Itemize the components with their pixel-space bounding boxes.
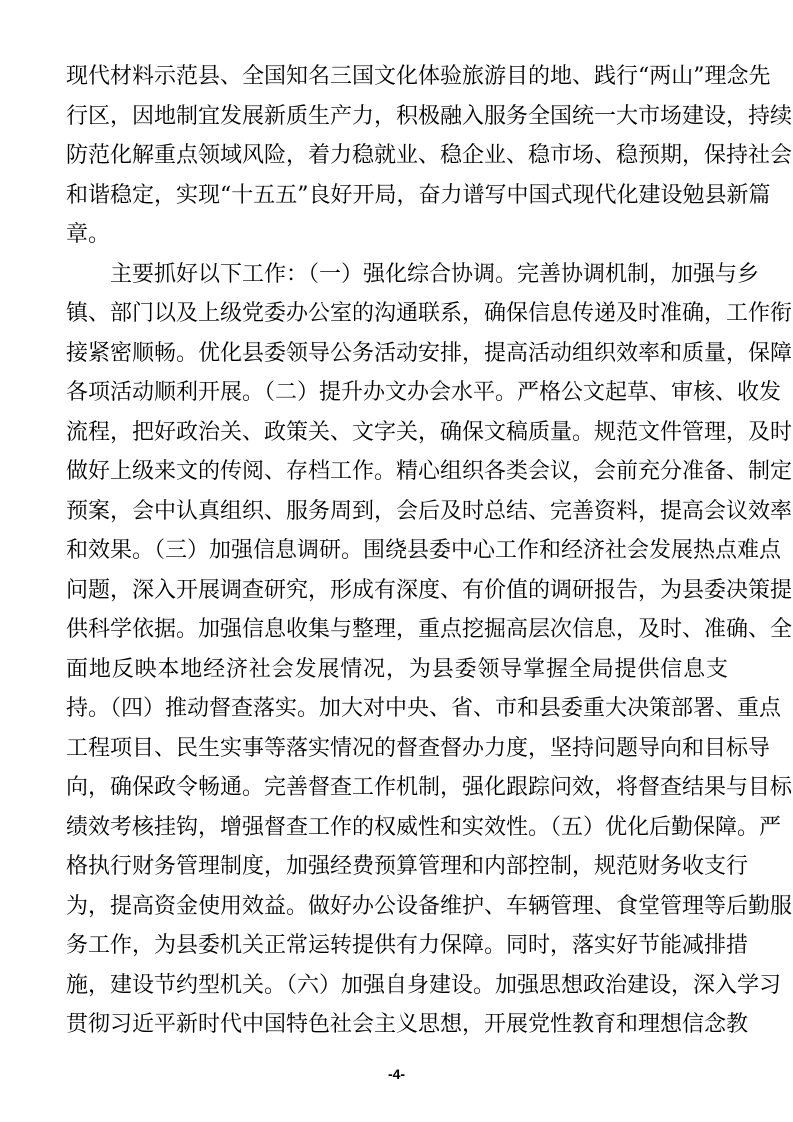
text-line: 防范化解重点领域风险，着力稳就业、稳企业、稳市场、稳预期，保持社会 <box>66 143 793 168</box>
paragraph-first-line: 主要抓好以下工作：（一）强化综合协调。完善协调机制，加强与乡 <box>110 262 760 287</box>
text-line: 工程项目、民生实事等落实情况的督查督办力度，坚持问题导向和目标导 <box>66 736 771 761</box>
text-line: 行区，因地制宜发展新质生产力，积极融入服务全国统一大市场建设，持续 <box>66 104 793 129</box>
text-line: 各项活动顺利开展。（二）提升办文办会水平。严格公文起草、审核、收发 <box>66 380 782 405</box>
text-line: 镇、部门以及上级党委办公室的沟通联系，确保信息传递及时准确，工作衔 <box>66 301 793 326</box>
text-line: 问题，深入开展调查研究，形成有深度、有价值的调研报告，为县委决策提 <box>66 578 793 603</box>
text-line: 做好上级来文的传阅、存档工作。精心组织各类会议，会前充分准备、制定 <box>66 459 793 484</box>
text-line: 施，建设节约型机关。（六）加强自身建设。加强思想政治建设，深入学习 <box>66 973 782 998</box>
text-line: 格执行财务管理制度，加强经费预算管理和内部控制，规范财务收支行 <box>66 854 749 879</box>
text-line: 现代材料示范县、全国知名三国文化体验旅游目的地、践行“两山”理念先 <box>66 64 771 89</box>
text-line: 接紧密顺畅。优化县委领导公务活动安排，提高活动组织效率和质量，保障 <box>66 341 793 366</box>
page-number: -4- <box>387 1066 406 1082</box>
text-line: 章。 <box>66 222 111 247</box>
text-line: 务工作，为县委机关正常运转提供有力保障。同时，落实好节能减排措 <box>66 933 749 958</box>
text-line: 和谐稳定，实现“十五五”良好开局，奋力谱写中国式现代化建设勉县新篇 <box>66 183 771 208</box>
text-line: 流程，把好政治关、政策关、文字关，确保文稿质量。规范文件管理，及时 <box>66 420 793 445</box>
text-line: 持。（四）推动督查落实。加大对中央、省、市和县委重大决策部署、重点 <box>66 696 782 721</box>
text-line: 贯彻习近平新时代中国特色社会主义思想，开展党性教育和理想信念教 <box>66 1012 749 1037</box>
text-line: 为，提高资金使用效益。做好办公设备维护、车辆管理、食堂管理等后勤服 <box>66 894 793 919</box>
text-line: 向，确保政令畅通。完善督查工作机制，强化跟踪问效，将督查结果与目标 <box>66 775 793 800</box>
text-line: 和效果。（三）加强信息调研。围绕县委中心工作和经济社会发展热点难点 <box>66 538 782 563</box>
text-line: 预案，会中认真组织、服务周到，会后及时总结、完善资料，提高会议效率 <box>66 499 793 524</box>
text-line: 供科学依据。加强信息收集与整理，重点挖掘高层次信息，及时、准确、全 <box>66 617 793 642</box>
text-line: 绩效考核挂钩，增强督查工作的权威性和实效性。（五）优化后勤保障。严 <box>66 815 782 840</box>
text-line: 面地反映本地经济社会发展情况，为县委领导掌握全局提供信息支 <box>66 657 728 682</box>
